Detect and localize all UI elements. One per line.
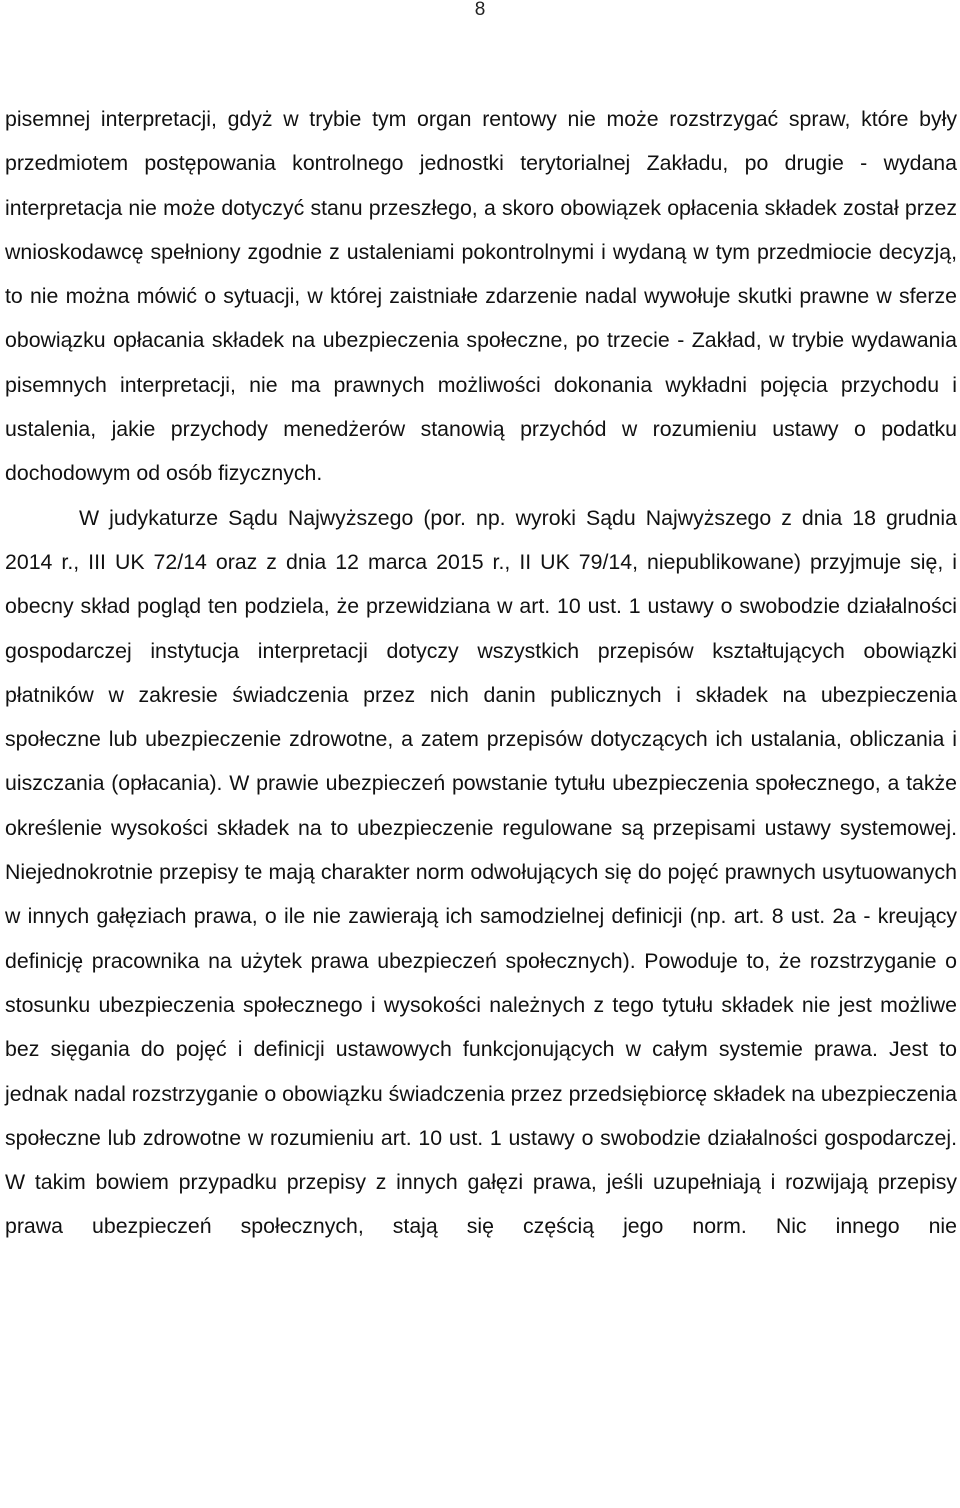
page-number: 8 [474,0,486,20]
paragraph-2: W judykaturze Sądu Najwyższego (por. np. wyroki Sądu Najwyższego z dnia 18 grudnia 2014 r., III UK 72/14 oraz z dnia 12 marca 2015 r., II UK 79/14, niepublikowane) przyjmuje się, i obecny skład pogląd ten podziela, że przewidziana w art. 10 ust. 1 ustawy o swobodzie działalności gospodarczej instytucja interpretacji dotyczy wszystkich przepisów kształtujących obowiązki płatników w zakresie świadczenia przez nich danin publicznych i składek na ubezpieczenia społeczne lub ubezpieczenie zdrowotne, a zatem przepisów dotyczących ich ustalania, obliczania i uiszczania (opłacania). W prawie ubezpieczeń powstanie tytułu ubezpieczenia społecznego, a także określenie wysokości składek na to ubezpieczenie regulowane są przepisami ustawy systemowej. Niejednokrotnie przepisy te mają charakter norm odwołujących się do pojęć prawnych usytuowanych w innych gałęziach prawa, o ile nie zawierają ich samodzielnej definicji (np. art. 8 ust. 2a - kreujący definicję pracownika na użytek prawa ubezpieczeń społecznych). Powoduje to, że rozstrzyganie o stosunku ubezpieczenia społecznego i wysokości należnych z tego tytułu składek nie jest możliwe bez sięgania do pojęć i definicji ustawowych funkcjonujących w całym systemie prawa. Jest to jednak nadal rozstrzyganie o obowiązku świadczenia przez przedsiębiorcę składek na ubezpieczenia społeczne lub zdrowotne w rozumieniu art. 10 ust. 1 ustawy o swobodzie działalności gospodarczej. W takim bowiem przypadku przepisy z innych gałęzi prawa, jeśli uzupełniają i rozwijają przepisy prawa ubezpieczeń społecznych, stają się częścią jego norm. Nic innego nie [5,505,957,1239]
paragraph-1: pisemnej interpretacji, gdyż w trybie tym organ rentowy nie może rozstrzygać spraw, które były przedmiotem postępowania kontrolnego jednostki terytorialnej Zakładu, po drugie - wydana interpretacja nie może dotyczyć stanu przeszłego, a skoro obowiązek opłacenia składek został przez wnioskodawcę spełniony zgodnie z ustaleniami pokontrolnymi i wydaną w tym przedmiocie decyzją, to nie można mówić o sytuacji, w której zaistniałe zdarzenie nadal wywołuje skutki prawne w sferze obowiązku opłacania składek na ubezpieczenia społeczne, po trzecie - Zakład, w trybie wydawania pisemnych interpretacji, nie ma prawnych możliwości dokonania wykładni pojęcia przychodu i ustalenia, jakie przychody menedżerów stanowią przychód w rozumieniu ustawy o podatku dochodowym od osób fizycznych. [5,107,957,486]
document-body [5,97,957,1249]
